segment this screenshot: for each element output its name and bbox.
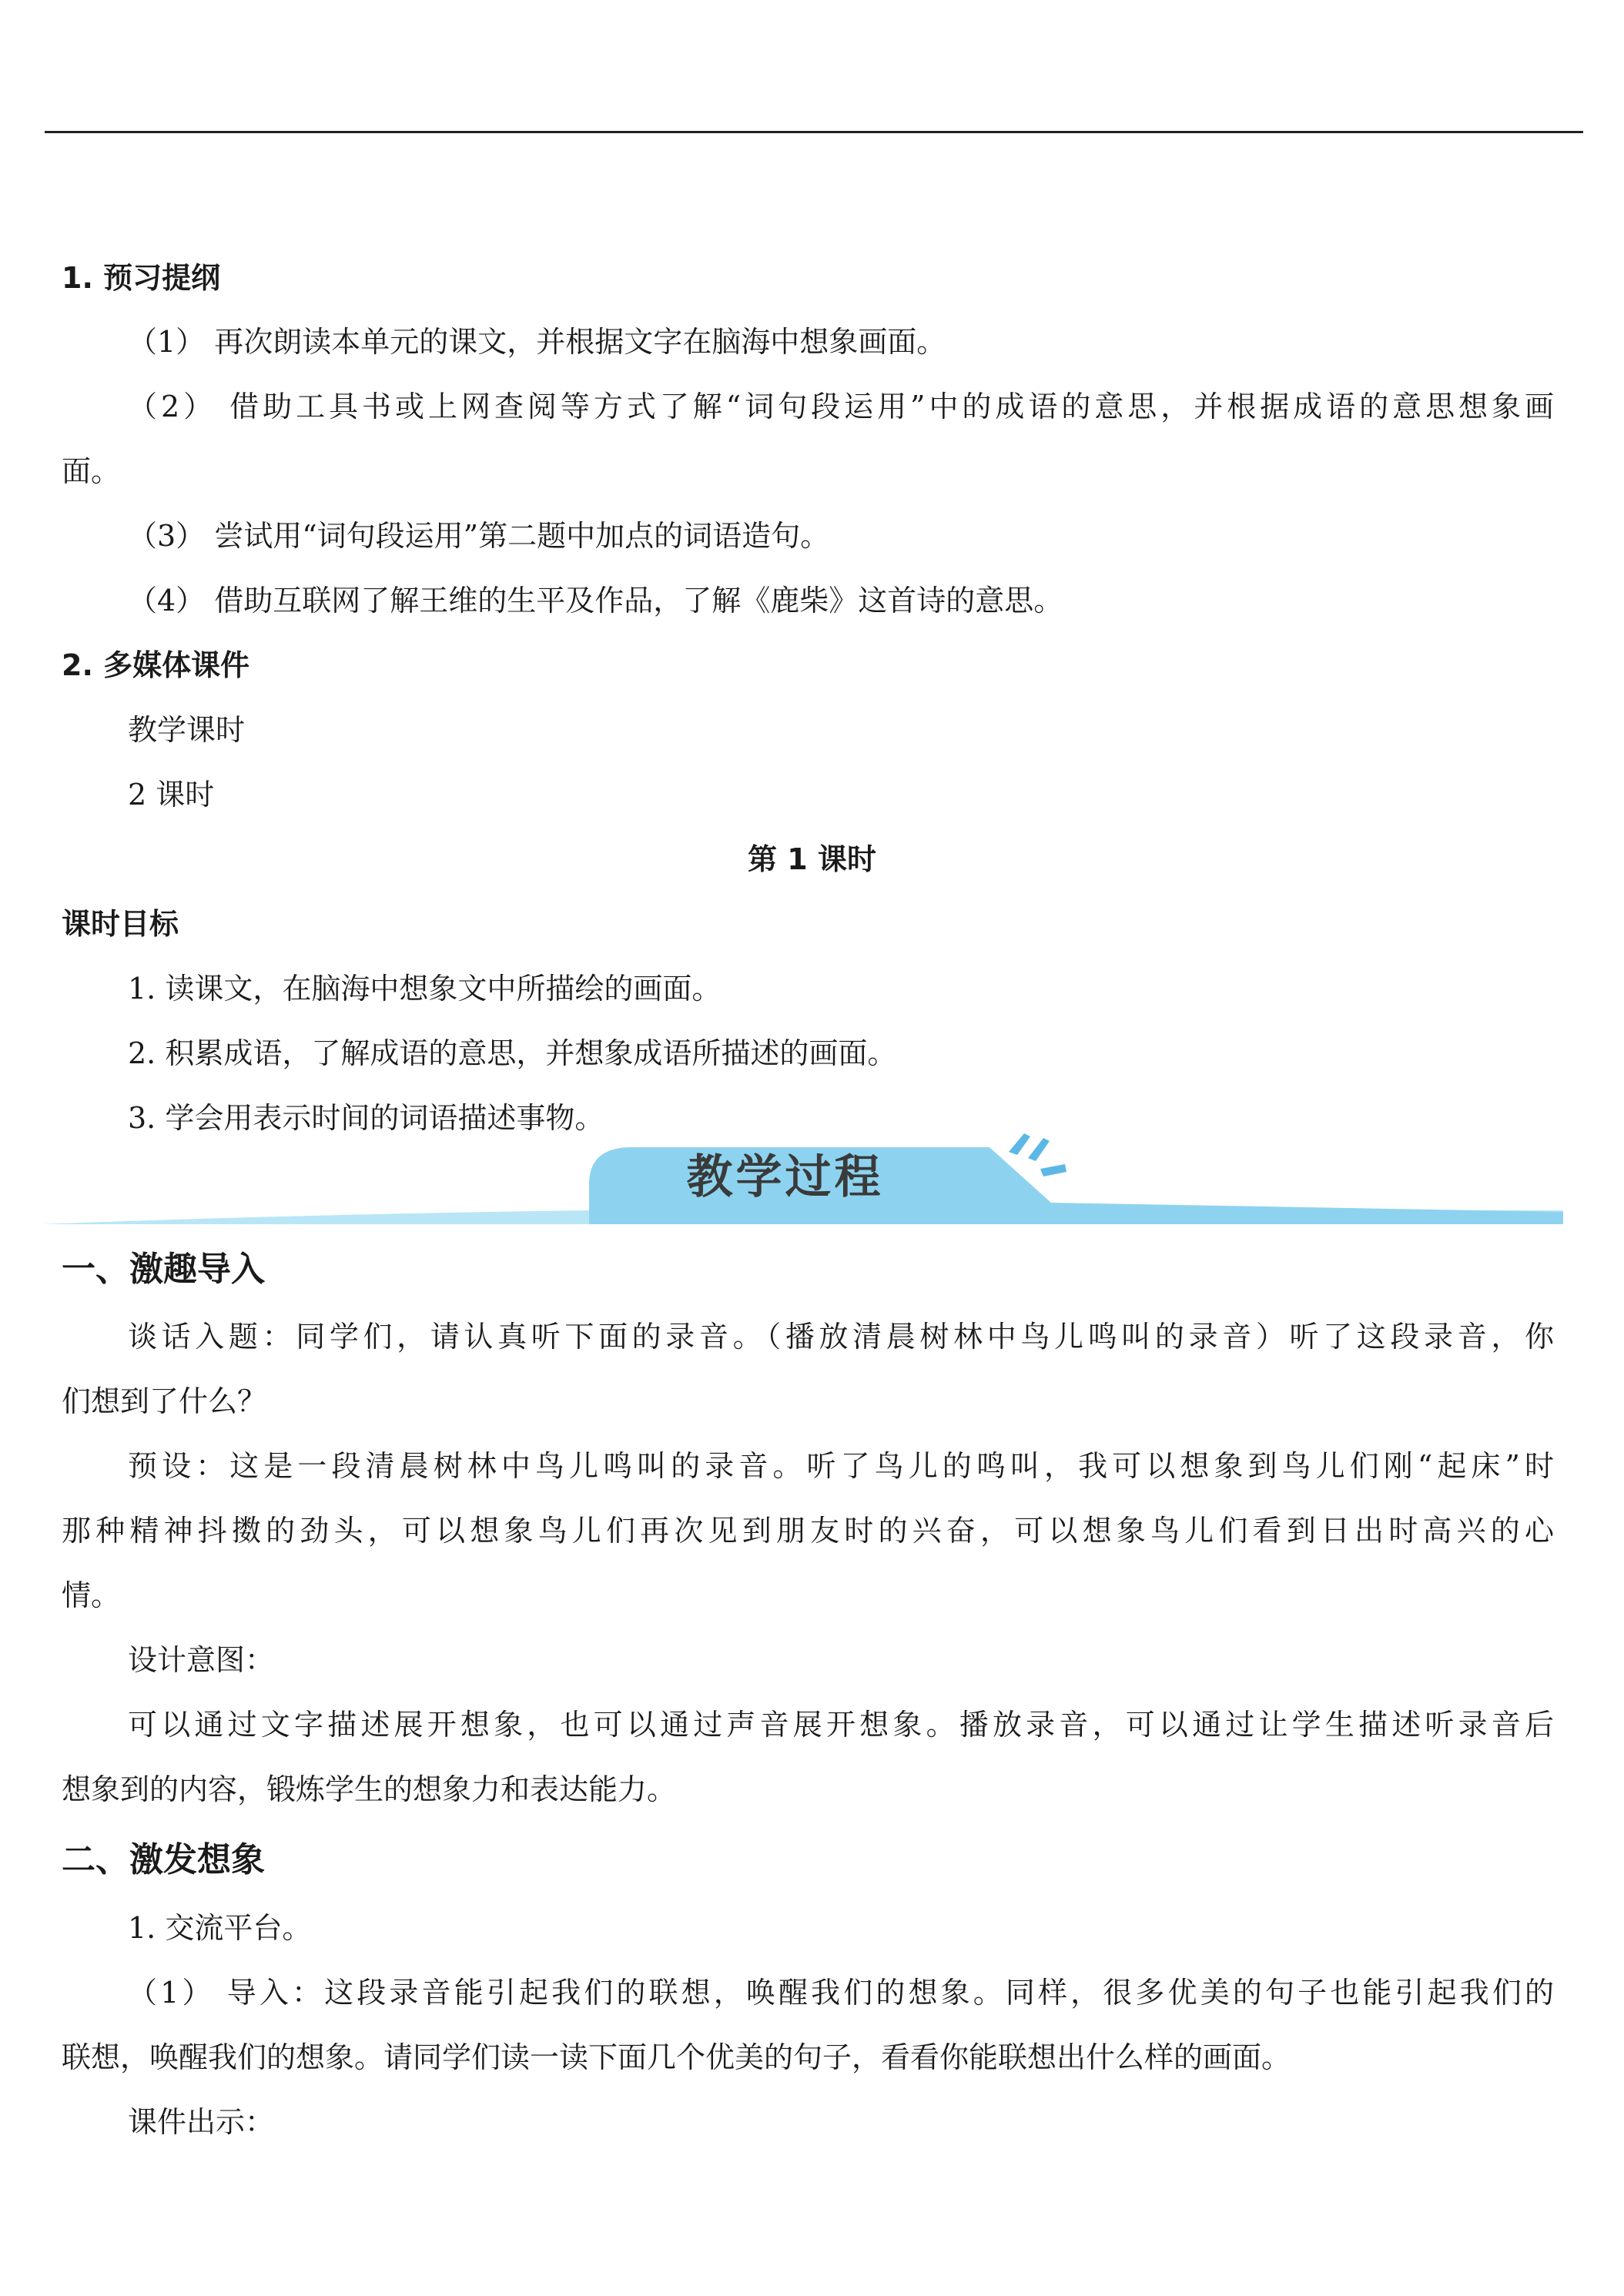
part2-line-2: （1） 导入：这段录音能引起我们的联想，唤醒我们的想象。同样，很多优美的句子也能引起我们的 [128, 1976, 1554, 2010]
part1-heading: 一、激趣导入 [62, 1250, 265, 1289]
part1-line-5: 情。 [62, 1578, 121, 1612]
preview-item-2: （2） 借助工具书或上网查阅等方式了解“词句段运用”中的成语的意思，并根据成语的意思想象画 [128, 390, 1554, 423]
preview-heading: 1. 预习提纲 [62, 261, 221, 295]
preview-item-2-cont: 面。 [62, 454, 121, 488]
part2-line-4: 课件出示： [128, 2105, 275, 2139]
part2-line-3: 联想，唤醒我们的想象。请同学们读一读下面几个优美的句子，看看你能联想出什么样的画面。 [62, 2040, 1291, 2074]
preview-item-4: （4） 借助互联网了解王维的生平及作品，了解《鹿柴》这首诗的意思。 [128, 584, 1063, 618]
part1-line-2: 们想到了什么？ [62, 1384, 267, 1418]
goal-item-3: 3. 学会用表示时间的词语描述事物。 [128, 1101, 604, 1135]
part2-heading: 二、激发想象 [62, 1840, 265, 1879]
goals-heading: 课时目标 [62, 907, 179, 941]
design-intent-line-1: 可以通过文字描述展开想象，也可以通过声音展开想象。播放录音，可以通过让学生描述听录音后 [128, 1708, 1554, 1742]
design-intent-line-2: 想象到的内容，锻炼学生的想象力和表达能力。 [62, 1772, 677, 1806]
goal-item-1: 1. 读课文，在脑海中想象文中所描绘的画面。 [128, 972, 722, 1006]
media-heading: 2. 多媒体课件 [62, 648, 250, 682]
teaching-hours-value: 2 课时 [128, 778, 215, 812]
preview-item-3: （3） 尝试用“词句段运用”第二题中加点的词语造句。 [128, 519, 830, 553]
preview-item-1: （1） 再次朗读本单元的课文，并根据文字在脑海中想象画面。 [128, 325, 946, 359]
header-rule [45, 131, 1583, 133]
part1-line-1: 谈话入题：同学们，请认真听下面的录音。（播放清晨树林中鸟儿鸣叫的录音）听了这段录音，你 [128, 1320, 1554, 1354]
teaching-hours-label: 教学课时 [128, 713, 246, 747]
lesson-title: 第 1 课时 [748, 842, 876, 876]
part1-line-4: 那种精神抖擞的劲头，可以想象鸟儿们再次见到朋友时的兴奋，可以想象鸟儿们看到日出时高兴的心 [62, 1514, 1554, 1548]
part2-line-1: 1. 交流平台。 [128, 1911, 312, 1945]
banner-title: 教学过程 [686, 1150, 884, 1204]
part1-line-3: 预设：这是一段清晨树林中鸟儿鸣叫的录音。听了鸟儿的鸣叫，我可以想象到鸟儿们刚“起床”时 [128, 1449, 1554, 1483]
design-intent-label: 设计意图： [128, 1643, 275, 1677]
goal-item-2: 2. 积累成语，了解成语的意思，并想象成语所描述的画面。 [128, 1036, 897, 1070]
